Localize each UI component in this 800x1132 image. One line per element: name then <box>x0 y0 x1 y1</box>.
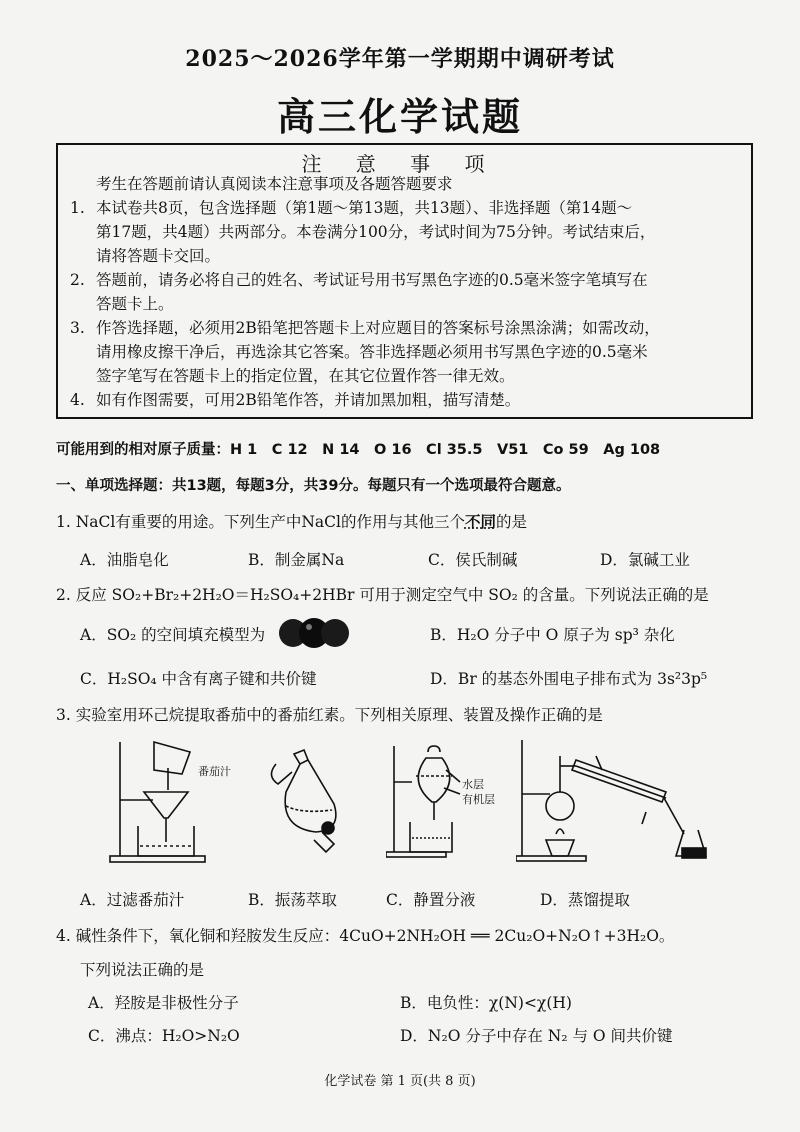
option-d: D．N₂O 分子中存在 N₂ 与 O 间共价键 <box>400 1027 673 1045</box>
notice-item-line: 如有作图需要，可用2B铅笔作答，并请加黑加粗，描写清楚。 <box>96 391 521 409</box>
question-stem: 的是 <box>496 513 528 531</box>
option-b: B．振荡萃取 <box>248 891 337 909</box>
question-stem: 实验室用环己烷提取番茄中的番茄红素。下列相关原理、装置及操作正确的是 <box>75 706 603 724</box>
notice-item-line: 第17题，共4题）共两部分。本卷满分100分，考试时间为75分钟。考试结束后， <box>96 223 656 241</box>
question-number: 4. <box>56 927 71 945</box>
question-number: 2. <box>56 586 71 604</box>
atomic-masses: 可能用到的相对原子质量：H 1 C 12 N 14 O 16 Cl 35.5 V51 Co 59 Ag 108 <box>56 442 661 458</box>
emphasis-text: 不同 <box>464 512 496 531</box>
option-b: B．制金属Na <box>248 551 345 569</box>
option-c: C．H₂SO₄ 中含有离子键和共价键 <box>80 670 317 688</box>
notice-item-num: 4. <box>70 391 85 409</box>
notice-item-line: 本试卷共8页，包含选择题（第1题～第13题，共13题）、非选择题（第14题～ <box>96 199 633 217</box>
question-3 <box>56 703 603 725</box>
option-c: C．沸点：H₂O>N₂O <box>88 1027 240 1045</box>
option-b: B．电负性：χ(N)<χ(H) <box>400 994 572 1012</box>
notice-heading: 注 意 事 项 <box>301 152 499 176</box>
option-a: A．羟胺是非极性分子 <box>88 994 239 1012</box>
question-number: 1. <box>56 513 71 531</box>
question-1 <box>56 510 527 532</box>
option-c: C．侯氏制碱 <box>428 551 518 569</box>
option-d: D．蒸馏提取 <box>540 891 630 909</box>
notice-item-line: 请用橡皮擦干净后，再选涂其它答案。答非选择题必须用书写黑色字迹的0.5毫米 <box>96 343 648 361</box>
notice-item-num: 1. <box>70 199 85 217</box>
exam-title: 2025～2026学年第一学期期中调研考试 <box>185 46 615 72</box>
option-d: D．Br 的基态外围电子排布式为 3s²3p⁵ <box>430 670 708 688</box>
page-footer: 化学试卷 第 1 页(共 8 页) <box>324 1074 476 1089</box>
notice-item-line: 请将答题卡交回。 <box>96 247 221 265</box>
notice-item-num: 2. <box>70 271 85 289</box>
separatory-funnel-shaking-illustration <box>262 744 352 860</box>
question-4 <box>56 924 674 946</box>
label-water-layer: 水层 <box>462 778 484 791</box>
distillation-apparatus-illustration <box>516 736 716 864</box>
label-tomato-juice: 番茄汁 <box>198 765 231 778</box>
question-stem: NaCl有重要的用途。下列生产中NaCl的作用与其他三个 <box>75 513 465 531</box>
so2-space-filling-model-icon <box>276 616 352 650</box>
question-stem: 反应 SO₂+Br₂+2H₂O＝H₂SO₄+2HBr 可用于测定空气中 SO₂ 的含量。下列说法正确的是 <box>75 586 709 604</box>
option-a: A．过滤番茄汁 <box>80 891 185 909</box>
paper-title: 高三化学试题 <box>276 94 523 139</box>
label-organic-layer: 有机层 <box>462 793 495 806</box>
question-stem-cont: 下列说法正确的是 <box>80 961 205 979</box>
question-number: 3. <box>56 706 71 724</box>
filtration-apparatus-illustration <box>108 738 258 868</box>
notice-item-num: 3. <box>70 319 85 337</box>
option-d: D．氯碱工业 <box>600 551 690 569</box>
notice-item-line: 作答选择题，必须用2B铅笔把答题卡上对应题目的答案标号涂黑涂满；如需改动， <box>96 319 660 337</box>
notice-intro: 考生在答题前请认真阅读本注意事项及各题答题要求 <box>96 175 453 193</box>
option-a: A．油脂皂化 <box>80 551 169 569</box>
question-2 <box>56 583 709 605</box>
option-c: C．静置分液 <box>386 891 476 909</box>
option-a: A．SO₂ 的空间填充模型为 <box>80 626 266 644</box>
notice-item-line: 签字笔写在答题卡上的指定位置，在其它位置作答一律无效。 <box>96 367 515 385</box>
notice-item-line: 答题前，请务必将自己的姓名、考试证号用书写黑色字迹的0.5毫米签字笔填写在 <box>96 271 648 289</box>
option-b: B．H₂O 分子中 O 原子为 sp³ 杂化 <box>430 626 675 644</box>
notice-item-line: 答题卡上。 <box>96 295 174 313</box>
question-stem: 碱性条件下，氧化铜和羟胺发生反应：4CuO+2NH₂OH ══ 2Cu₂O+N₂O↑+3H₂O。 <box>75 927 675 945</box>
section-heading: 一、单项选择题：共13题，每题3分，共39分。每题只有一个选项最符合题意。 <box>56 478 571 494</box>
